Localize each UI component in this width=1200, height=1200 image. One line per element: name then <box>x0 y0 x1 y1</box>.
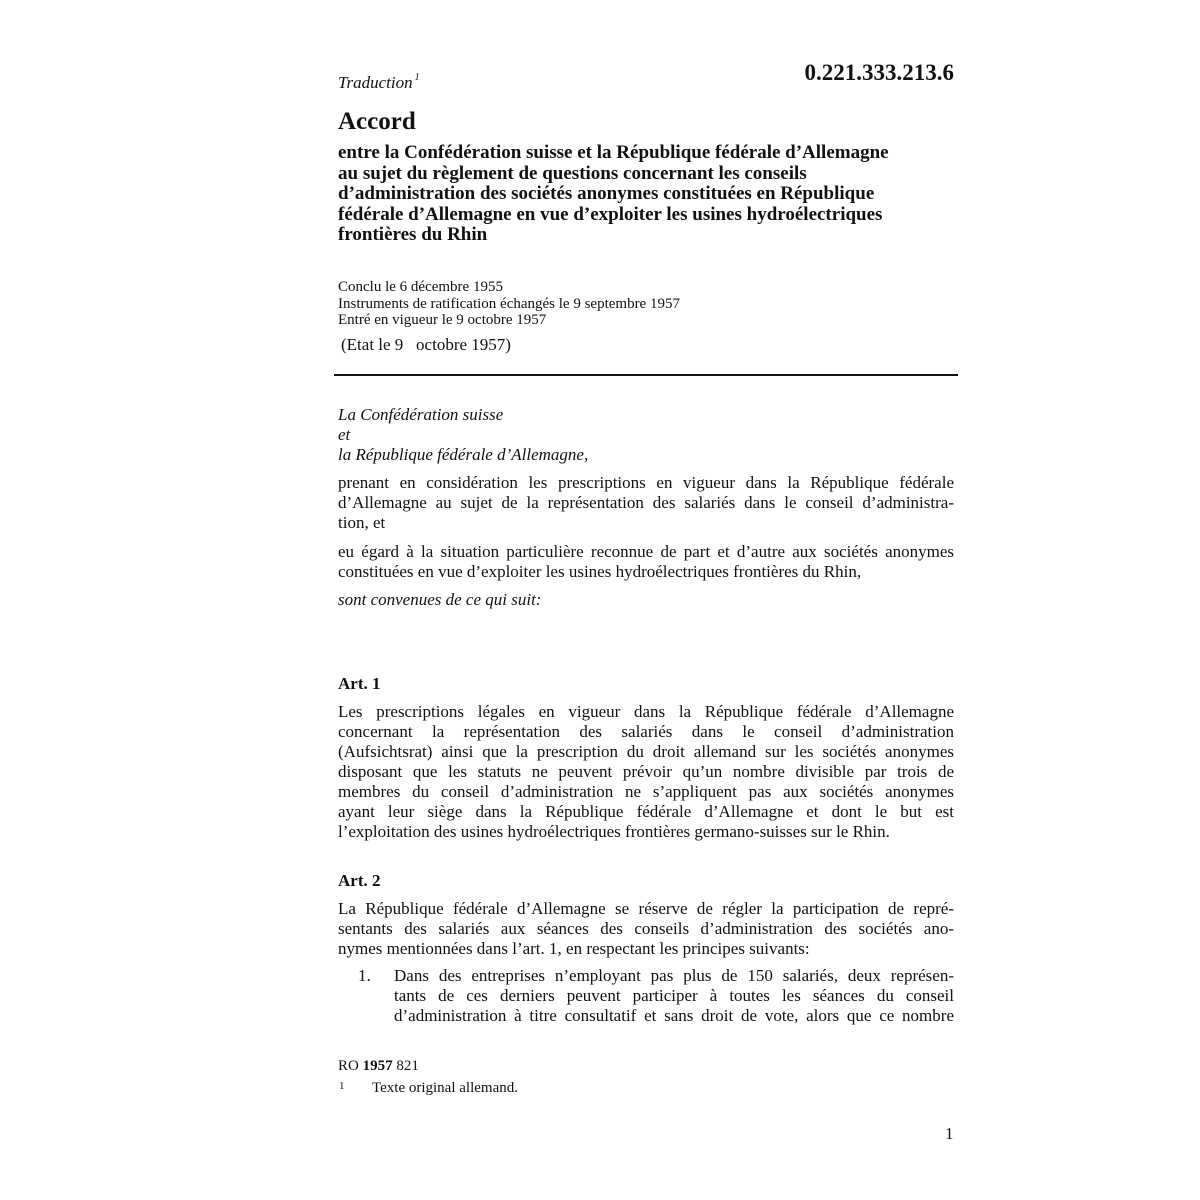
list-item-text <box>394 966 954 1026</box>
paragraph-line: Dans des entreprises n’employant pas plus de 150 salariés, deux représen- <box>394 966 954 985</box>
paragraph-line: concernant la représentation des salariés dans le conseil d’administration <box>338 722 954 741</box>
horizontal-rule <box>334 374 958 376</box>
footnote-text: Texte original allemand. <box>372 1080 518 1096</box>
paragraph-line: tants de ces derniers peuvent participer à toutes les séances du conseil <box>394 986 954 1005</box>
article-2-text <box>338 899 954 959</box>
paragraph-line: La République fédérale d’Allemagne se réserve de régler la participation de repré- <box>338 899 954 918</box>
article-1-heading: Art. 1 <box>338 674 381 693</box>
preamble-parties <box>338 405 954 465</box>
preamble-closing: sont convenues de ce qui suit: <box>338 590 542 609</box>
page-title: Accord <box>338 108 416 135</box>
ro-page: 821 <box>396 1058 419 1074</box>
subtitle-line: frontières du Rhin <box>338 224 488 246</box>
preamble-paragraph-2 <box>338 542 954 582</box>
subtitle-line: d’administration des sociétés anonymes constituées en République <box>338 183 875 205</box>
sr-number: 0.221.333.213.6 <box>804 60 954 85</box>
paragraph-line: disposant que les statuts ne peuvent prévoir qu’un nombre divisible par trois de <box>338 762 954 781</box>
preamble-paragraph-1 <box>338 473 954 533</box>
party-line: la République fédérale d’Allemagne, <box>338 445 589 464</box>
list-item-number: 1. <box>358 966 371 985</box>
paragraph-line: (Aufsichtsrat) ainsi que la prescription du droit allemand sur les sociétés anonymes <box>338 742 954 761</box>
party-line: et <box>338 425 351 444</box>
paragraph-line: nymes mentionnées dans l’art. 1, en respectant les principes suivants: <box>338 939 810 958</box>
footnote-number: 1 <box>339 1080 345 1092</box>
paragraph-line: sentants des salariés aux séances des conseils d’administration des sociétés ano- <box>338 919 954 938</box>
article-1-text <box>338 702 954 842</box>
subtitle-line: entre la Confédération suisse et la République fédérale d’Allemagne <box>338 142 889 163</box>
subtitle-line: au sujet du règlement de questions concernant les conseils <box>338 162 807 184</box>
paragraph-line: Les prescriptions légales en vigueur dans la République fédérale d’Allemagne <box>338 702 954 721</box>
dates-block <box>338 279 680 329</box>
ro-reference <box>338 1058 419 1075</box>
ratification-date: Instruments de ratification échangés le 9 septembre 1957 <box>338 295 680 312</box>
translation-label-text: Traduction <box>338 73 413 92</box>
concluded-date: Conclu le 6 décembre 1955 <box>338 279 503 295</box>
paragraph-line: d’administration à titre consultatif et sans droit de vote, alors que ce nombre <box>394 1006 954 1025</box>
paragraph-line: ayant leur siège dans la République fédérale d’Allemagne et dont le but est <box>338 802 954 821</box>
entry-into-force-date: Entré en vigueur le 9 octobre 1957 <box>338 312 547 328</box>
footnote-ref[interactable]: 1 <box>414 72 420 84</box>
paragraph-line: tion, et <box>338 513 386 532</box>
paragraph-line: d’Allemagne au sujet de la représentation des salariés dans le conseil d’administra- <box>338 493 954 512</box>
page-number: 1 <box>945 1124 954 1143</box>
paragraph-line: prenant en considération les prescriptions en vigueur dans la République fédérale <box>338 473 954 492</box>
paragraph-line: constituées en vue d’exploiter les usines hydroélectriques frontières du Rhin, <box>338 562 862 581</box>
paragraph-line: l’exploitation des usines hydroélectriques frontières germano-suisses sur le Rhin. <box>338 822 890 841</box>
party-line: La Confédération suisse <box>338 405 504 424</box>
paragraph-line: membres du conseil d’administration ne s’appliquent pas aux sociétés anonymes <box>338 782 954 801</box>
ro-prefix: RO <box>338 1058 359 1074</box>
translation-label <box>338 73 420 93</box>
status-date: (Etat le 9 octobre 1957) <box>341 335 511 354</box>
ro-year: 1957 <box>362 1058 393 1074</box>
article-2-heading: Art. 2 <box>338 871 381 890</box>
paragraph-line: eu égard à la situation particulière reconnue de part et d’autre aux sociétés anonymes <box>338 542 954 561</box>
subtitle <box>338 143 958 246</box>
subtitle-line: fédérale d’Allemagne en vue d’exploiter les usines hydroélectriques <box>338 203 883 225</box>
